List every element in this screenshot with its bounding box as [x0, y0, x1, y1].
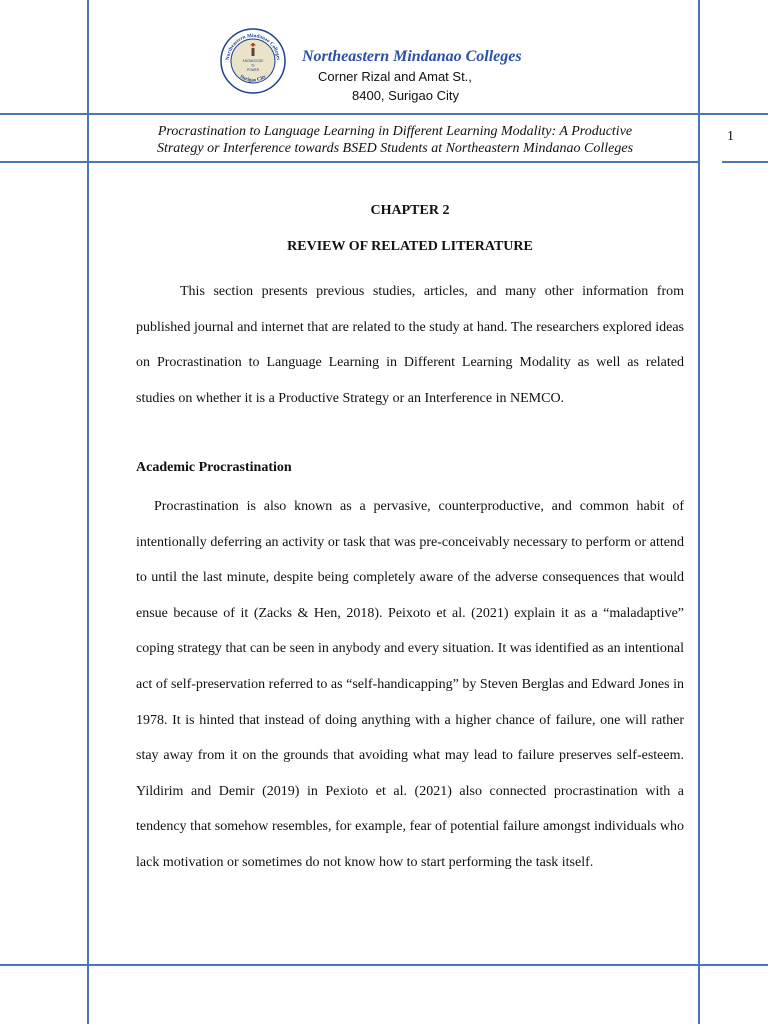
seal-ring-bottom-text: Surigao City — [238, 73, 268, 84]
college-seal — [220, 28, 286, 94]
intro-paragraph: This section presents previous studies, articles, and many other information from published journal and internet that are related to the study at hand. The researchers explored ideas on Procrastination to Language Learning in Different Learning Modality as well as related studies on whether it is a Productive Strategy or an Interference in NEMCO. — [136, 284, 684, 406]
letterhead — [90, 18, 698, 108]
right-border-rule — [698, 0, 700, 1024]
seal-motto-line3: POWER — [246, 68, 260, 72]
left-border-rule — [87, 0, 89, 1024]
header-rule-top — [0, 113, 768, 115]
body-paragraph: Procrastination is also known as a pervasive, counterproductive, and common habit of intentionally deferring an activity or task that was pre-conceivably necessary to perform or attend to until the last minute, despite being completely aware of the adverse consequences that would ensue because of it (Zacks & Hen, 2018). Peixoto et al. (2021) explain it as a “maladaptive” coping strategy that can be seen in anybody and every situation. It was identified as an intentional act of self-preservation referred to as “self-handicapping” by Steven Berglas and Edward Jones in 1978. It is hinted that instead of doing anything with a higher chance of failure, one will rather stay away from it on the grounds that avoiding what may lead to failure preserves self-esteem. Yildirim and Demir (2019) in Pexioto et al. (2021) also connected procrastination with a tendency that somehow resembles, for example, fear of potential failure amongst individuals who lack motivation or sometimes do not know how to start performing the task itself. — [136, 499, 684, 870]
address-line-2: 8400, Surigao City — [352, 88, 459, 103]
header-rule-bottom — [0, 161, 698, 163]
seal-ring-top-text: Northeastern Mindanao Colleges — [224, 32, 282, 61]
subheading-academic-procrastination: Academic Procrastination — [136, 460, 292, 475]
chapter-heading: CHAPTER 2 — [370, 203, 450, 218]
section-title: REVIEW OF RELATED LITERATURE — [287, 239, 533, 254]
footer-rule — [0, 964, 768, 966]
address-line-1: Corner Rizal and Amat St., — [318, 69, 472, 84]
seal-motto-line1: KNOWLEDGE — [242, 59, 264, 63]
seal-motto-line2: IS — [251, 63, 255, 68]
college-name: Northeastern Mindanao Colleges — [302, 48, 522, 65]
torch-handle-icon — [252, 48, 255, 56]
page-number-rule — [722, 161, 768, 163]
page-number: 1 — [727, 129, 734, 144]
running-title — [100, 123, 690, 157]
running-title-line-2: Strategy or Interference towards BSED Students at Northeastern Mindanao Colleges — [156, 141, 634, 156]
running-title-line-1: Procrastination to Language Learning in Different Learning Modality: A Productive — [157, 124, 633, 139]
